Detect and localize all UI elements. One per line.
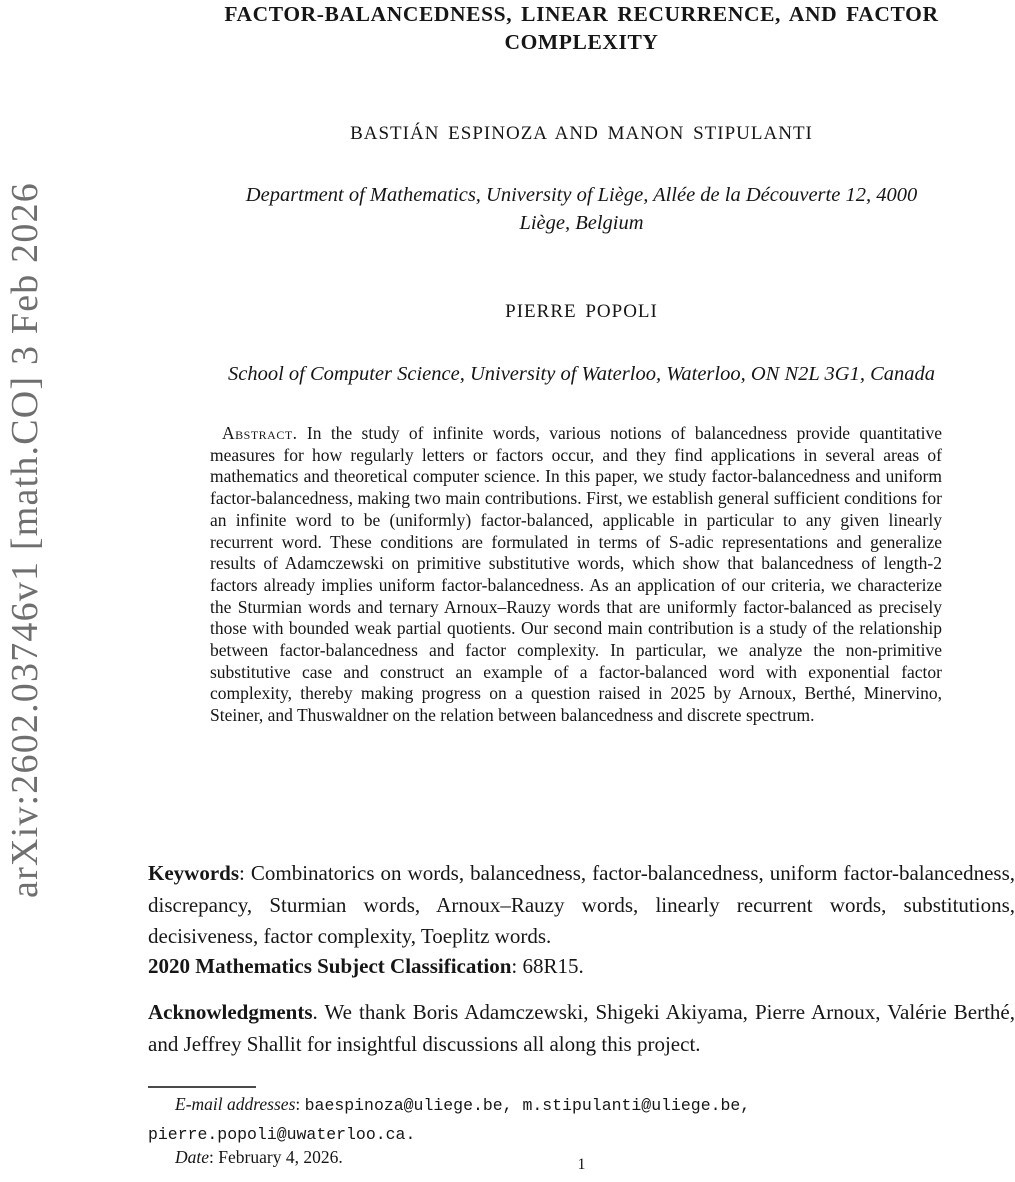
paper-title (148, 1, 1015, 56)
paper-title-line2: COMPLEXITY (504, 29, 659, 54)
email-addresses-separator: : (295, 1094, 305, 1114)
abstract (210, 423, 942, 727)
keywords (148, 858, 1015, 953)
affiliation-1 (148, 182, 1015, 237)
paper-content (148, 0, 1015, 1182)
acknowledgments-label: Acknowledgments (148, 1000, 313, 1024)
footnote-rule (148, 1086, 256, 1088)
arxiv-watermark: arXiv:2602.03746v1 [math.CO] 3 Feb 2026 (4, 182, 46, 898)
acknowledgments (148, 997, 1015, 1060)
msc-classification (148, 951, 1015, 983)
affiliation-1-line2: Liège, Belgium (519, 211, 644, 234)
authors-line-1: BASTIÁN ESPINOZA AND MANON STIPULANTI (350, 123, 813, 144)
msc-text: : 68R15. (511, 954, 584, 978)
affiliation-1-line1: Department of Mathematics, University of Liège, Allée de la Découverte 12, 4000 (245, 184, 918, 206)
msc-label: 2020 Mathematics Subject Classification (148, 954, 512, 978)
paper-title-line1: FACTOR-BALANCEDNESS, LINEAR RECURRENCE, AND FACTOR (224, 2, 939, 26)
footnote-emails (148, 1091, 1015, 1148)
authors-line-2: PIERRE POPOLI (505, 301, 658, 322)
date-label: Date (175, 1147, 210, 1167)
affiliation-2: School of Computer Science, University of Waterloo, Waterloo, ON N2L 3G1, Canada (227, 363, 936, 385)
page-number: 1 (577, 1156, 586, 1173)
abstract-label: Abstract. (222, 423, 298, 443)
acknowledgments-text: . We thank Boris Adamczewski, Shigeki Akiyama, Pierre Arnoux, Valérie Berthé, and Jeffrey Shallit for insightful discussions all along this project. (148, 1000, 1015, 1056)
email-addresses-line1: baespinoza@uliege.be, m.stipulanti@uliege.be, (304, 1096, 751, 1115)
keywords-text: : Combinatorics on words, balancedness, factor-balancedness, uniform factor-balancedness, discrepancy, Sturmian words, Arnoux–Rauzy words, linearly recurrent words, substitutions, decisiveness, factor complexity, Toeplitz words. (148, 861, 1015, 948)
email-addresses-label: E-mail addresses (175, 1094, 296, 1114)
abstract-text: In the study of infinite words, various notions of balancedness provide quantitative measures for how regularly letters or factors occur, and they find applications in several areas of mathematics and theoretical computer science. In this paper, we study factor-balancedness and uniform factor-balancedness, making two main contributions. First, we establish general sufficient conditions for an infinite word to be (uniformly) factor-balanced, applicable in particular to any given linearly recurrent word. These conditions are formulated in terms of S-adic representations and generalize results of Adamczewski on primitive substitutive words, which show that balancedness of length-2 factors already implies uniform factor-balancedness. As an application of our criteria, we characterize the Sturmian words and ternary Arnoux–Rauzy words that are uniformly factor-balanced as precisely those with bounded weak partial quotients. Our second main contribution is a study of the relationship between factor-balancedness and factor complexity. In particular, we analyze the non-primitive substitutive case and construct an example of a factor-balanced word with exponential factor complexity, thereby making progress on a question raised in 2025 by Arnoux, Berthé, Minervino, Steiner, and Thuswaldner on the relation between balancedness and discrete spectrum. (210, 423, 942, 726)
date-text: : February 4, 2026. (209, 1147, 343, 1167)
keywords-label: Keywords (148, 861, 239, 885)
email-addresses-line2: pierre.popoli@uwaterloo.ca. (148, 1124, 416, 1144)
